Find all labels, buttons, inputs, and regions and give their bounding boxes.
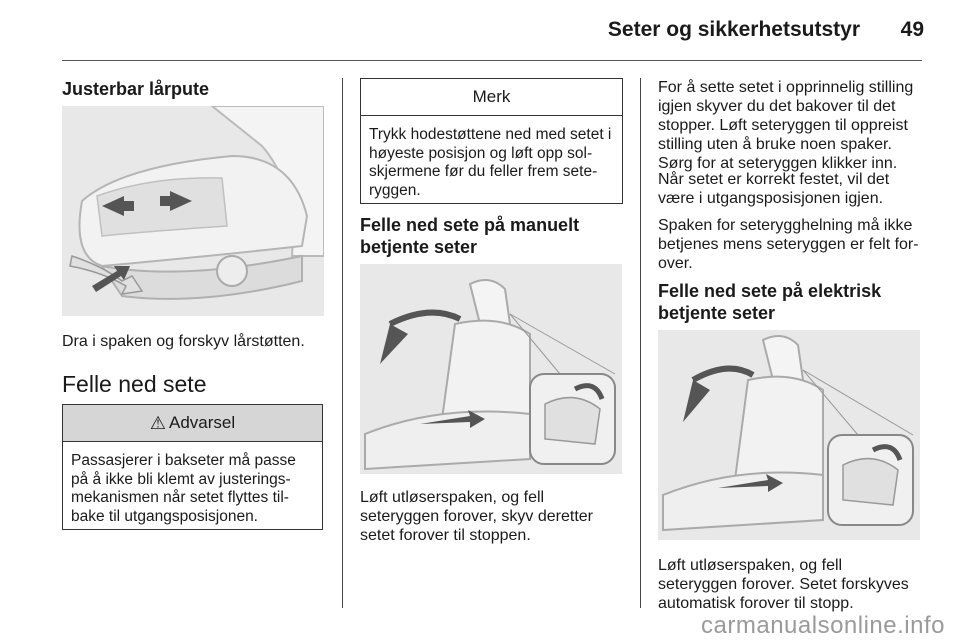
paragraph-restore-seat: For å sette setet i opprinnelig stilling igjen skyver du det bakover til det stopper. Løft seteryggen til oppreist stilling uten å bruke noen spaker. Sørg for at seteryggen klikker inn. <box>658 79 914 172</box>
warning-text: Passasjerer i bakseter må passe på å ikke bli klemt av justerings-mekanismen når setet flyttes til-bake til utgangsposisjonen. <box>71 452 296 525</box>
watermark: carmanualsonline.info <box>701 612 945 639</box>
illustration-thigh-support <box>62 106 324 316</box>
heading-adjustable-thigh-support: Justerbar lårpute <box>62 79 210 99</box>
heading-manual-seat: Felle ned sete på manuelt betjente seter <box>360 215 580 257</box>
warning-header <box>63 405 322 442</box>
warning-label: Advarsel <box>169 413 236 432</box>
column-divider-1 <box>342 78 343 608</box>
heading-fold-seat: Felle ned sete <box>62 371 207 397</box>
caption-electric-seat: Løft utløserspaken, og fell seteryggen forover. Setet forskyves automatisk forover til stopp. <box>658 557 909 612</box>
note-label: Merk <box>472 87 511 106</box>
illustration-manual-seat <box>360 264 622 474</box>
illustration-electric-seat <box>658 330 920 540</box>
caption-manual-seat: Løft utløserspaken, og fell seteryggen forover, skyv deretter setet forover til stoppen. <box>360 489 593 544</box>
paragraph-seat-fixed: Når setet er korrekt festet, vil det være i utgangsposisjonen igjen. <box>658 171 890 207</box>
caption-thigh-support: Dra i spaken og forskyv lårstøtten. <box>62 333 305 350</box>
paragraph-recline-lever: Spaken for seterygghelning må ikke betjenes mens seteryggen er felt for-over. <box>658 217 919 272</box>
column-divider-2 <box>640 78 641 608</box>
note-header <box>361 79 622 116</box>
warning-triangle-icon: ⚠ <box>149 412 166 433</box>
running-header-title: Seter og sikkerhetsutstyr <box>607 18 860 41</box>
warning-box <box>62 404 323 530</box>
header-rule <box>62 60 922 61</box>
page-number: 49 <box>900 18 924 41</box>
note-box <box>360 78 623 204</box>
heading-electric-seat: Felle ned sete på elektrisk betjente seter <box>658 281 882 323</box>
note-text: Trykk hodestøttene ned med setet i høyeste posisjon og løft opp sol-skjermene før du feller frem sete-ryggen. <box>369 126 612 199</box>
